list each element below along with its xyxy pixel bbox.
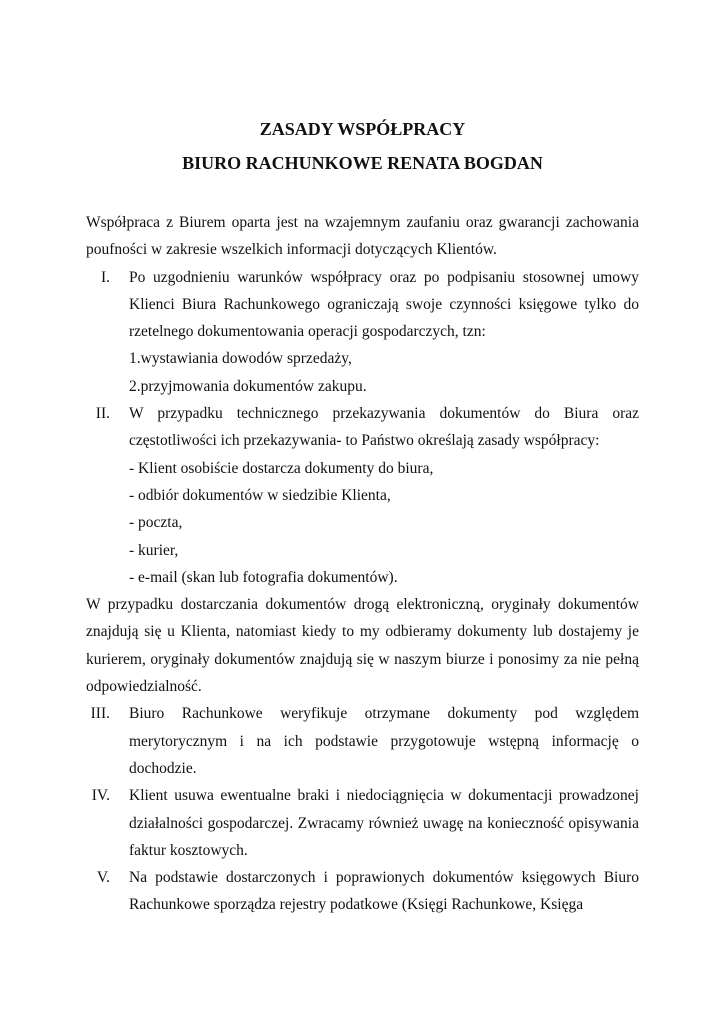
- section-text: W przypadku technicznego przekazywania dokumentów do Biura oraz częstotliwości ich przekazywania- to Państwo określają zasady współpracy:: [129, 405, 639, 450]
- list-item-number: 1.: [129, 350, 141, 368]
- dash-item: - odbiór dokumentów w siedzibie Klienta,: [129, 486, 391, 504]
- section-3: [86, 700, 639, 782]
- dash-item: - kurier,: [129, 541, 179, 559]
- sub-list: [129, 345, 639, 400]
- section-1: [86, 264, 639, 400]
- dash-item: - e-mail (skan lub fotografia dokumentów).: [129, 568, 398, 586]
- section-text: Po uzgodnieniu warunków współpracy oraz po podpisaniu stosownej umowy Klienci Biura Rachunkowego ograniczają swoje czynności księgowe tylko do rzetelnego dokumentowania operacji gospodarczych, tzn:: [129, 268, 639, 341]
- intro-paragraph: Współpraca z Biurem oparta jest na wzajemnym zaufaniu oraz gwarancji zachowania poufności w zakresie wszelkich informacji dotyczących Klientów.: [86, 214, 639, 259]
- section-5: [86, 864, 639, 919]
- dash-item: - Klient osobiście dostarcza dokumenty do biura,: [129, 459, 434, 477]
- list-item-text: wystawiania dowodów sprzedaży,: [140, 350, 352, 368]
- dash-item: - poczta,: [129, 514, 183, 532]
- section-number: II.: [95, 405, 110, 423]
- list-item: [129, 373, 639, 400]
- section-2: [86, 400, 639, 591]
- section-text: Klient usuwa ewentualne braki i niedociągnięcia w dokumentacji prowadzonej działalności gospodarczej. Zwracamy również uwagę na konieczność opisywania faktur kosztowych.: [129, 787, 639, 859]
- section-number: IV.: [91, 787, 110, 805]
- section-number: III.: [90, 705, 110, 723]
- section-number: I.: [100, 268, 110, 286]
- section-text: Na podstawie dostarczonych i poprawionych dokumentów księgowych Biuro Rachunkowe sporządza rejestry podatkowe (Księgi Rachunkowe, Księga: [129, 869, 639, 914]
- document-title: ZASADY WSPÓŁPRACY: [259, 119, 466, 139]
- document-body: [86, 209, 639, 919]
- section-text: Biuro Rachunkowe weryfikuje otrzymane dokumenty pod względem merytorycznym i na ich podstawie przygotowuje wstępną informację o dochodzie.: [129, 705, 639, 777]
- list-item: [129, 345, 639, 372]
- note-paragraph: W przypadku dostarczania dokumentów drogą elektroniczną, oryginały dokumentów znajdują się u Klienta, natomiast kiedy to my odbieramy dokumenty lub dostajemy je kurierem, oryginały dokumentów znajdują się w naszym biurze i ponosimy za nie pełną odpowiedzialność.: [86, 596, 639, 696]
- list-item-text: przyjmowania dokumentów zakupu.: [140, 377, 367, 395]
- list-item-number: 2.: [129, 377, 141, 395]
- section-number: V.: [96, 869, 110, 887]
- section-4: [86, 782, 639, 864]
- document-subtitle: BIURO RACHUNKOWE RENATA BOGDAN: [182, 153, 543, 173]
